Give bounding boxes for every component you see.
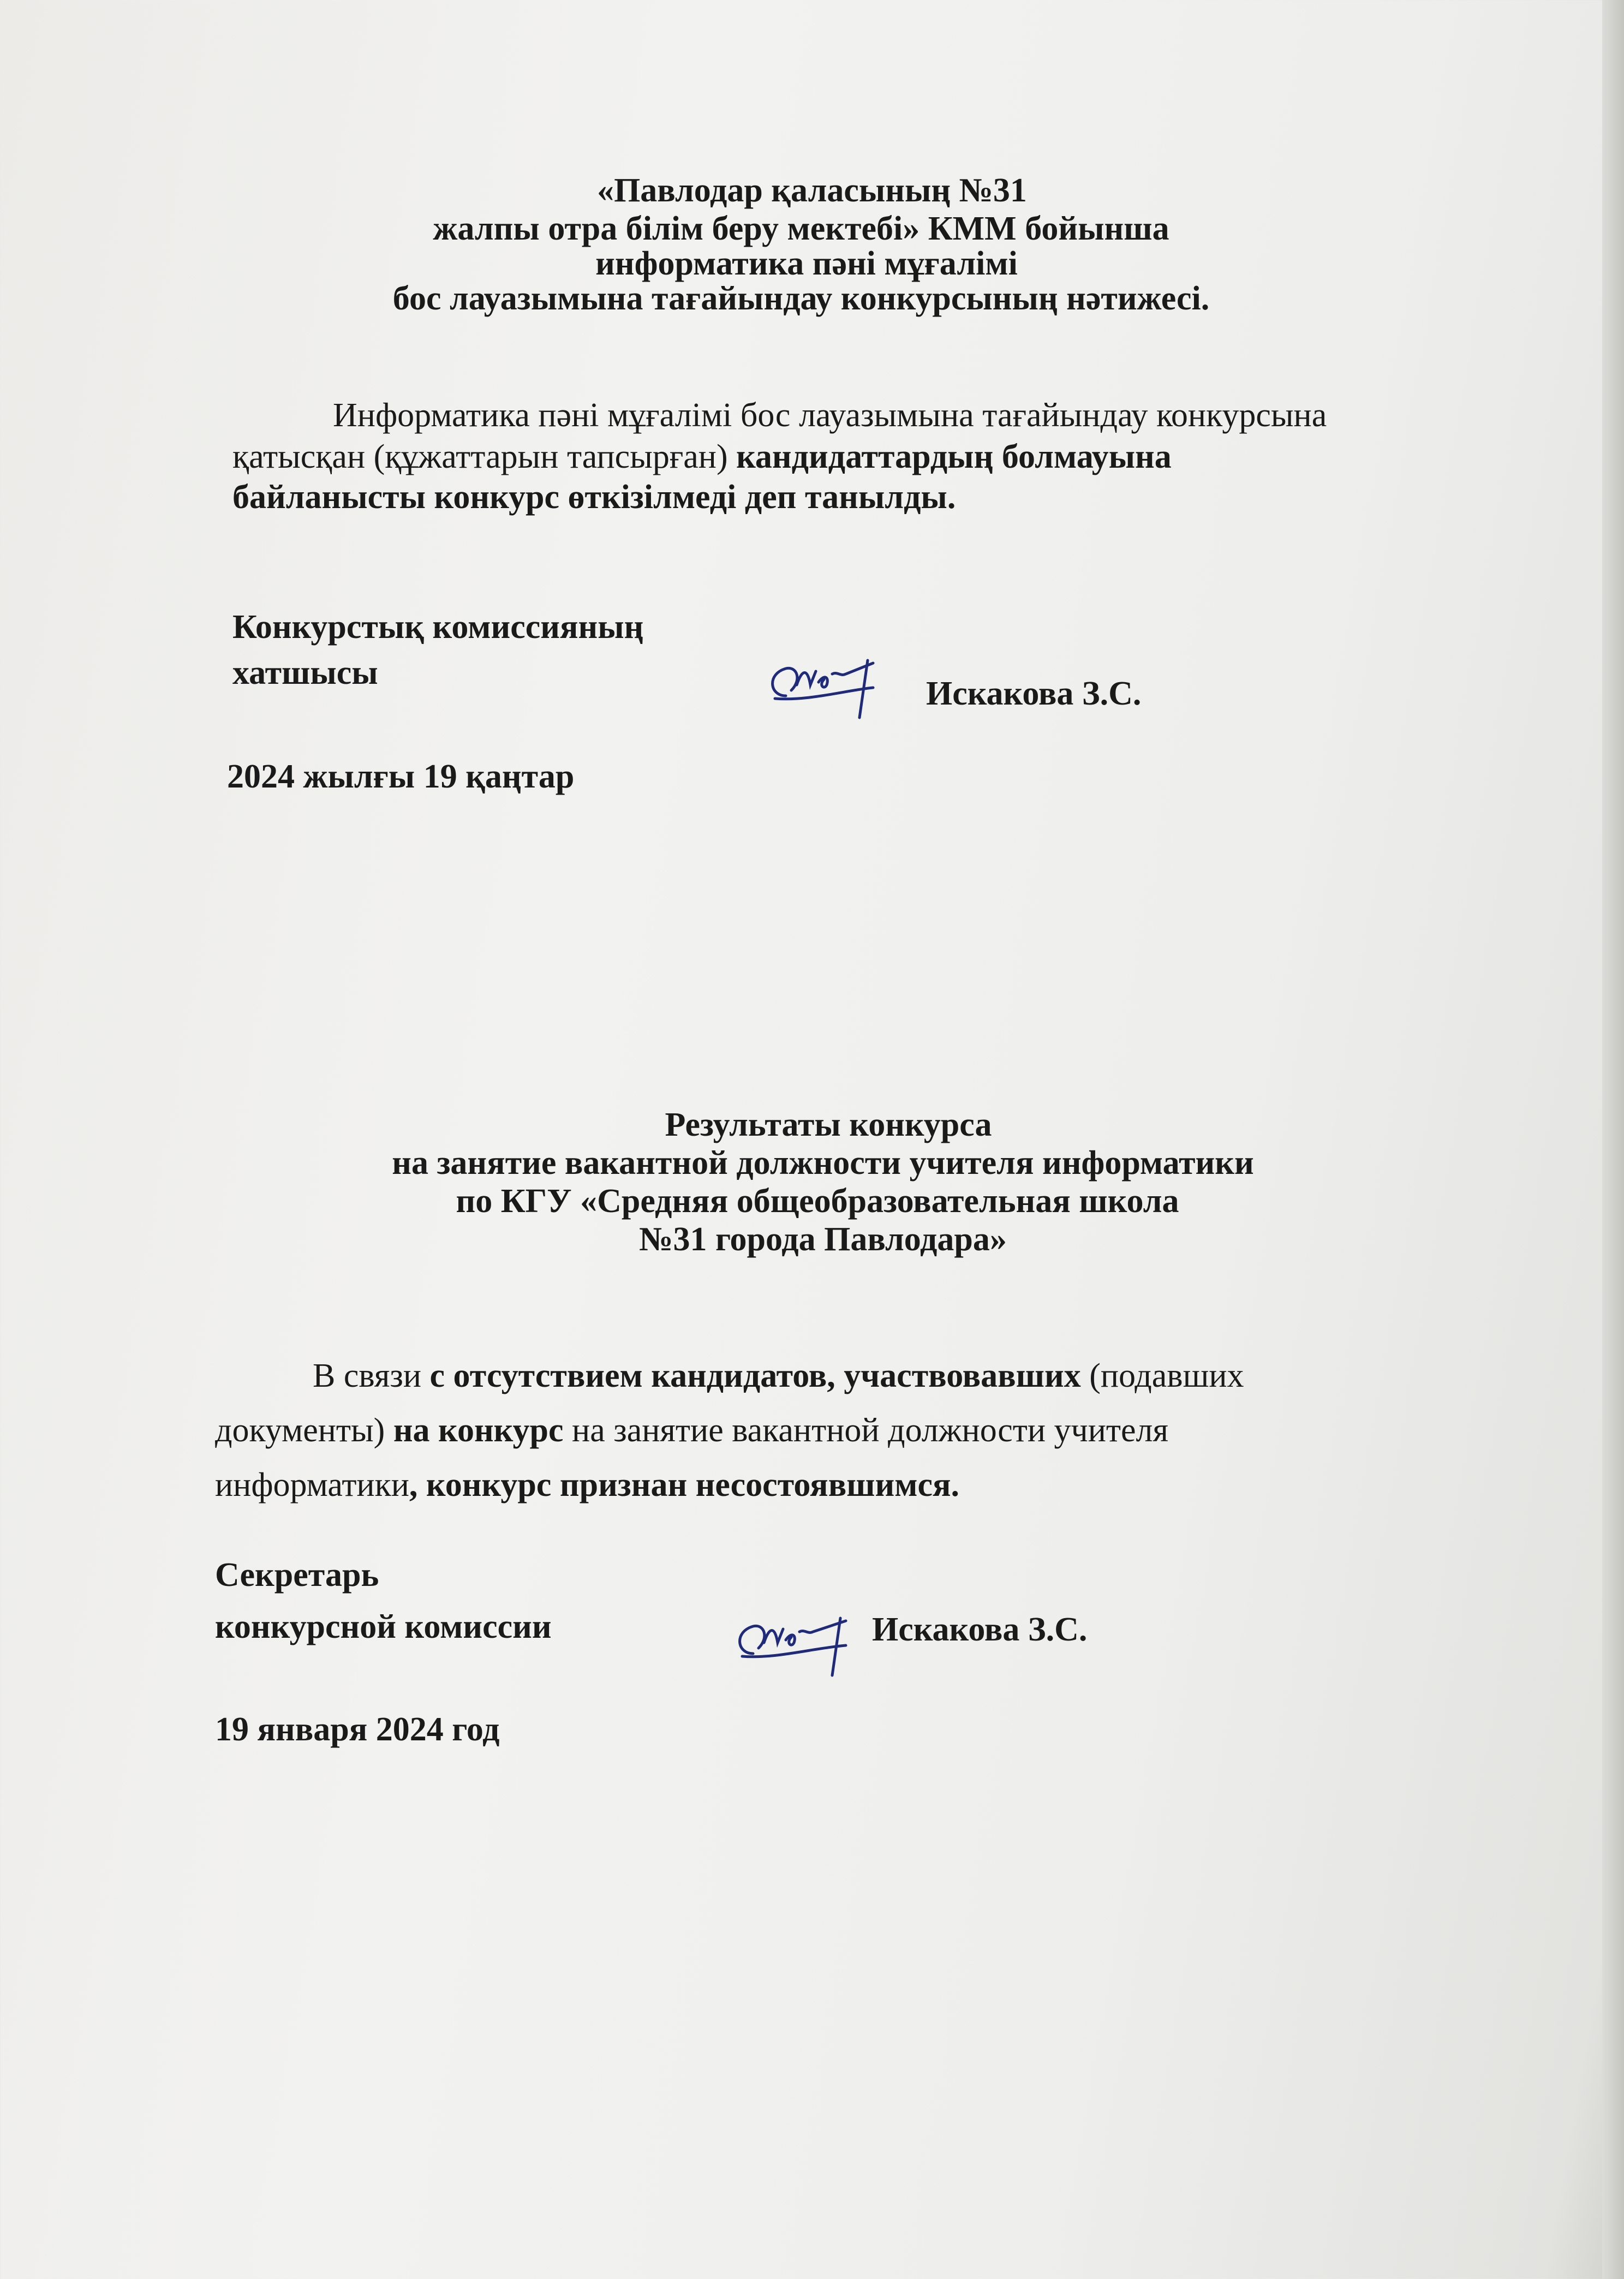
ru-signer-name: Искакова З.С. — [872, 1611, 1088, 1648]
ru-text-bold: , конкурс признан несостоявшимся. — [409, 1466, 960, 1504]
kz-text-bold: кандидаттардың болмауына — [736, 438, 1172, 475]
ru-title-line: по КГУ «Средняя общеобразовательная школа — [456, 1183, 1179, 1220]
ru-text-bold: с отсутствием кандидатов, участвовавших — [429, 1357, 1081, 1394]
kz-paragraph-line: Информатика пәні мұғалімі бос лауазымына тағайындау конкурсына — [333, 397, 1327, 434]
ru-text-normal: документы) — [215, 1412, 393, 1449]
kz-text-normal: қатысқан (құжаттарын тапсырған) — [232, 438, 737, 475]
ru-date: 19 января 2024 год — [215, 1711, 500, 1748]
ru-title-line: на занятие вакантной должности учителя информатики — [392, 1144, 1254, 1182]
ru-text-normal: информатики — [215, 1466, 409, 1504]
kz-title-line: «Павлодар қаласының №31 — [597, 172, 1027, 209]
kz-paragraph-line: байланысты конкурс өткізілмеді деп танылды. — [232, 479, 956, 516]
ru-title-line: №31 города Павлодара» — [639, 1221, 1007, 1258]
ru-paragraph-line — [215, 1468, 959, 1502]
ru-paragraph-line — [313, 1359, 1244, 1393]
ru-signer-role: Секретарь — [215, 1556, 379, 1594]
kz-signer-name: Искакова З.С. — [926, 675, 1142, 712]
signature-icon — [731, 1602, 862, 1678]
signature-icon — [764, 647, 889, 723]
kz-signer-role: Конкурстық комиссияның — [232, 608, 644, 646]
ru-text-normal: (подавших — [1080, 1357, 1244, 1394]
kz-title-line: информатика пәні мұғалімі — [595, 245, 1018, 282]
ru-signer-role: конкурсной комиссии — [215, 1608, 552, 1645]
ru-text-normal: В связи — [313, 1357, 430, 1394]
ru-title-line: Результаты конкурса — [665, 1106, 992, 1143]
kz-signer-role: хатшысы — [232, 654, 378, 691]
kz-paragraph-line — [232, 440, 1172, 474]
kz-title-line: бос лауазымына тағайындау конкурсының нәтижесі. — [392, 280, 1210, 317]
ru-text-bold: на конкурс — [393, 1412, 564, 1449]
ru-text-normal: на занятие вакантной должности учителя — [563, 1412, 1168, 1449]
kz-date: 2024 жылғы 19 қаңтар — [227, 758, 575, 795]
kz-title-line: жалпы отра білім беру мектебі» КММ бойынша — [433, 210, 1169, 247]
ru-paragraph-line — [215, 1413, 1168, 1447]
